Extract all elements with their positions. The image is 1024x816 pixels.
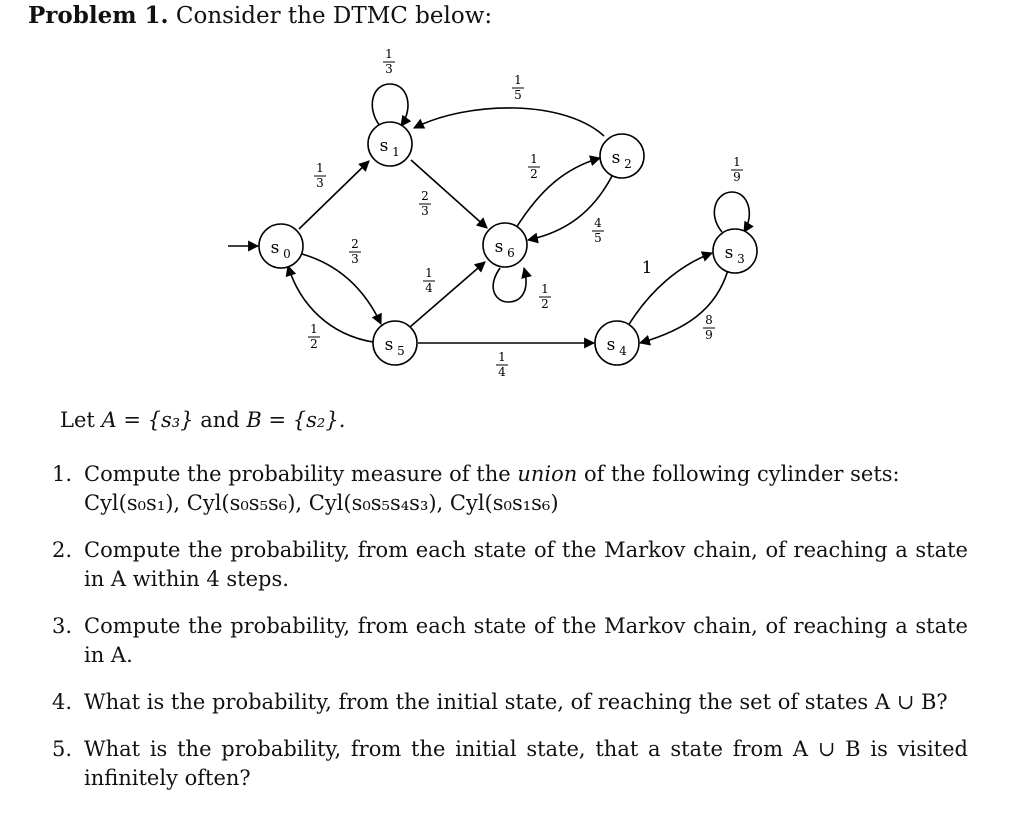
edge-s1-s1 [372,84,408,126]
prob-s3-s4-den: 9 [705,328,713,342]
task-number: 3. [52,614,73,638]
state-s2 [600,134,644,178]
task-item [52,735,968,793]
prob-s0-s1-num: 1 [316,161,324,175]
edge-s3-s3 [714,192,749,232]
state-s6-sub: 6 [507,246,515,260]
prob-s4-s3: 1 [641,258,653,278]
state-s0 [259,224,303,268]
svg-text:s [725,243,734,263]
prob-s0-s1 [314,161,326,190]
prob-s0-s5-den: 3 [351,252,359,266]
prob-s5-s0 [308,322,320,351]
prob-s2-s6 [592,216,604,245]
task-item [52,460,968,518]
set-b-definition: B = {s₂}. [246,408,346,432]
state-s3-name: s [724,243,734,263]
state-s1-sub: 1 [392,145,400,159]
svg-text:0 [283,247,291,261]
task-item [52,612,968,670]
problem-intro: Consider the DTMC below: [175,3,493,29]
svg-text:2 [624,157,632,171]
state-s2-name: s [611,148,621,168]
edge-s6-s2 [516,158,600,228]
svg-text:s [495,237,504,257]
prob-s0-s5 [349,237,361,266]
svg-text:s [271,238,280,258]
svg-text:s [607,335,616,355]
state-s5-name: s [384,335,394,355]
svg-text:3 [737,252,745,266]
svg-text:5 [397,344,405,358]
task-1-cylinder-sets: Cyl(s₀s₁), Cyl(s₀s₅s₆), Cyl(s₀s₅s₄s₃), Cyl(s₀s₁s₆) [84,491,559,515]
prob-s6-s6-num: 1 [541,282,549,296]
task-text: Compute the probability, from each state of the Markov chain, of reaching a state in A within 4 steps. [84,538,968,591]
task-number: 2. [52,538,73,562]
prob-s3-s4 [703,313,715,342]
prob-s6-s2 [528,152,540,181]
prob-s5-s0-num: 1 [310,322,318,336]
dtmc-diagram [0,0,1024,400]
prob-s5-s6 [423,266,435,295]
edge-s6-s6 [493,268,526,302]
state-s3 [713,229,757,273]
prob-s6-s6 [539,282,551,311]
prob-s5-s4 [496,350,508,379]
prob-s3-s3 [731,155,743,184]
svg-text:4 [619,344,627,358]
prob-s3-s4-num: 8 [705,313,713,327]
task-1-text-a: Compute the probability measure of the [84,462,511,486]
svg-text:s [612,148,621,168]
edge-s0-s1 [299,161,369,229]
prob-s0-s1-den: 3 [316,176,324,190]
state-s6-name: s [494,237,504,257]
let-statement [60,408,345,432]
prob-s5-s4-num: 1 [498,350,506,364]
task-1-text-b: of the following cylinder sets: [583,462,900,486]
state-s4-name: s [606,335,616,355]
svg-text:1 [392,145,400,159]
problem-label: Problem 1. [28,2,169,29]
task-item [52,536,968,594]
task-number: 5. [52,737,73,761]
state-s1 [368,122,412,166]
task-text: Compute the probability, from each state of the Markov chain, of reaching a state in A. [84,614,968,667]
task-text [84,460,968,518]
state-s0-name: s [270,238,280,258]
prob-s1-s6-num: 2 [421,189,429,203]
prob-s1-s6 [419,189,431,218]
svg-text:s [380,136,389,156]
edge-s5-s6 [410,262,485,327]
prob-s1-s6-den: 3 [421,204,429,218]
prob-s2-s6-num: 4 [594,216,602,230]
prob-s2-s1-den: 5 [514,88,522,102]
state-s5 [373,321,417,365]
task-number: 1. [52,462,73,486]
prob-s6-s2-num: 1 [530,152,538,166]
prob-s6-s6-den: 2 [541,297,549,311]
state-s4 [595,321,639,365]
svg-text:s [385,335,394,355]
prob-s5-s0-den: 2 [310,337,318,351]
prob-s0-s5-num: 2 [351,237,359,251]
task-text: What is the probability, from the initial state, that a state from A ∪ B is visited infinitely often? [84,737,968,790]
dtmc-edges [228,84,749,343]
state-s1-name: s [379,136,389,156]
task-item [52,688,968,717]
prob-s3-s3-num: 1 [733,155,741,169]
edge-s0-s5 [302,254,381,324]
svg-text:6 [507,246,515,260]
edge-s3-s4 [640,270,728,343]
let-conjunction: and [200,408,240,432]
edge-s2-s1 [414,108,604,136]
let-prefix: Let [60,408,95,432]
state-s3-sub: 3 [737,252,745,266]
prob-s6-s2-den: 2 [530,167,538,181]
prob-s2-s1 [512,73,524,102]
task-list [52,460,968,811]
prob-s1-s1-num: 1 [385,47,393,61]
task-text: What is the probability, from the initial state, of reaching the set of states A ∪ B? [84,690,948,714]
edge-s5-s0 [288,266,373,342]
state-s6 [483,223,527,267]
prob-s5-s6-den: 4 [425,281,433,295]
state-s2-sub: 2 [624,157,632,171]
state-s5-sub: 5 [397,344,405,358]
prob-s2-s1-num: 1 [514,73,522,87]
prob-s2-s6-den: 5 [594,231,602,245]
prob-s1-s1-den: 3 [385,62,393,76]
state-s4-sub: 4 [619,344,627,358]
prob-s3-s3-den: 9 [733,170,741,184]
task-1-emphasis: union [517,462,578,486]
set-a-definition: A = {s₃} [101,408,194,432]
prob-s5-s6-num: 1 [425,266,433,280]
prob-s5-s4-den: 4 [498,365,506,379]
prob-s1-s1 [383,47,395,76]
task-number: 4. [52,690,73,714]
state-s0-sub: 0 [283,247,291,261]
